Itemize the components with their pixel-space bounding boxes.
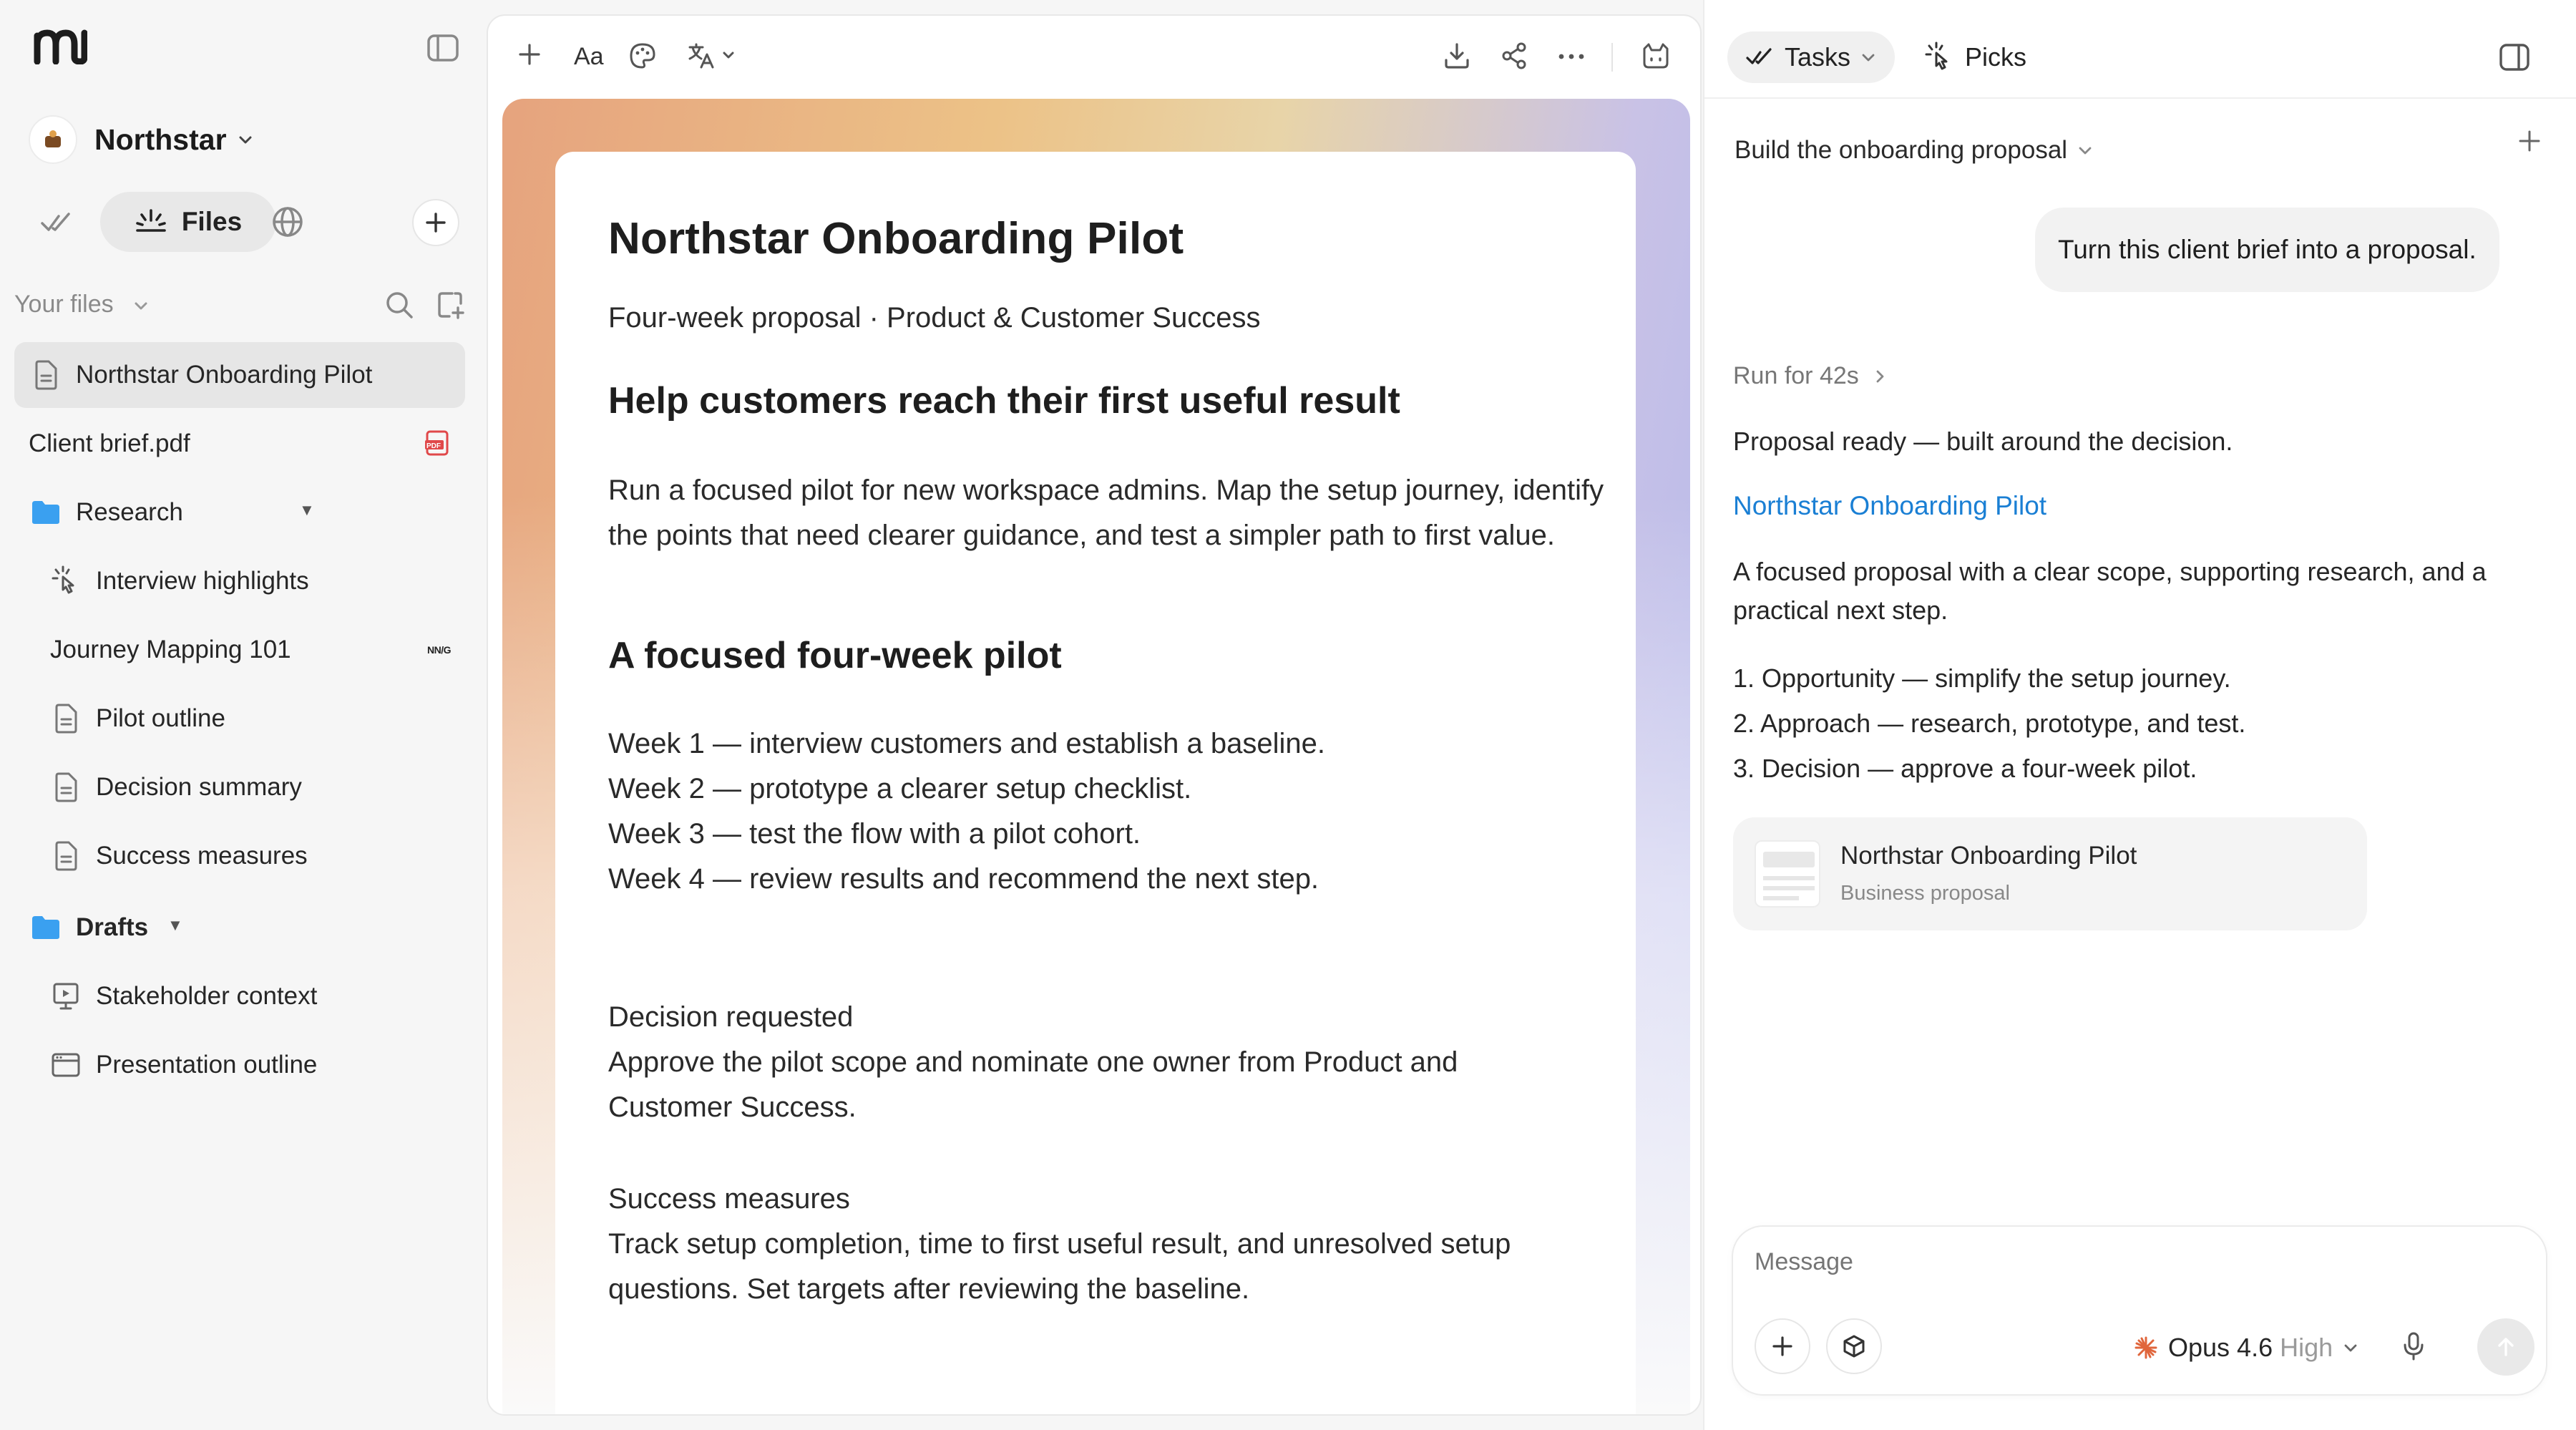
file-label: Journey Mapping 101 [50, 636, 291, 663]
file-item-client-brief[interactable] [14, 411, 465, 477]
document-toolbar [488, 16, 1700, 100]
sidebar-toggle-icon[interactable] [426, 34, 459, 62]
cube-icon [1842, 1334, 1866, 1358]
document-heading-1: Help customers reach their first useful result [608, 380, 1400, 422]
file-item-stakeholder-context[interactable] [14, 963, 465, 1029]
user-message: Turn this client brief into a proposal. [2035, 208, 2499, 292]
document-icon [50, 703, 82, 734]
list-item: 3. Decision — approve a four-week pilot. [1733, 754, 2197, 783]
plus-icon [425, 212, 447, 233]
double-check-icon [1746, 45, 1775, 69]
folder-drafts[interactable] [14, 895, 465, 960]
week-item: Week 3 — test the flow with a pilot cohort. [608, 818, 1141, 850]
panel-toggle-icon[interactable] [2499, 43, 2530, 72]
chevron-down-icon[interactable] [133, 298, 149, 313]
workspace-avatar [29, 115, 77, 164]
document-link[interactable]: Northstar Onboarding Pilot [1733, 491, 2047, 520]
search-icon[interactable] [384, 289, 415, 321]
presentation-icon [50, 981, 82, 1012]
week-item: Week 4 — review results and recommend the next step. [608, 863, 1319, 895]
file-list [14, 342, 465, 1101]
message-input[interactable] [1755, 1248, 2513, 1276]
download-icon[interactable] [1443, 42, 1471, 70]
success-section [608, 1177, 1610, 1312]
chevron-down-icon [1860, 49, 1876, 65]
file-item-presentation-outline[interactable] [14, 1032, 465, 1098]
document-heading-2: A focused four-week pilot [608, 635, 1062, 676]
assistant-response-line: Proposal ready — built around the decision. [1733, 427, 2233, 456]
file-item-journey-mapping[interactable] [14, 617, 465, 683]
tab-files-label: Files [181, 207, 243, 236]
document-subtitle: Four-week proposal · Product & Customer Success [608, 302, 1261, 334]
success-label: Success measures [608, 1183, 850, 1215]
more-icon[interactable] [1557, 53, 1586, 60]
chevron-down-icon [237, 131, 254, 148]
file-label: Interview highlights [96, 567, 309, 595]
message-composer [1732, 1225, 2547, 1396]
file-item-northstar-onboarding-pilot[interactable] [14, 342, 465, 408]
file-label: Presentation outline [96, 1051, 318, 1079]
sidebar-tabs [33, 192, 462, 252]
workspace-name: Northstar [94, 122, 227, 156]
document-thumbnail [1755, 840, 1820, 908]
add-button[interactable] [412, 199, 459, 246]
run-duration: Run for 42s [1733, 362, 1859, 389]
chevron-right-icon [1872, 369, 1888, 384]
list-item: 2. Approach — research, prototype, and test. [1733, 709, 2246, 738]
tools-button[interactable] [1826, 1318, 1882, 1374]
palette-icon[interactable] [628, 42, 657, 70]
response-list [1733, 656, 2534, 791]
document-icon [50, 840, 82, 872]
model-level: High [2280, 1333, 2333, 1362]
your-files-label[interactable]: Your files [14, 291, 114, 318]
globe-icon[interactable] [270, 205, 305, 239]
folder-icon [30, 912, 62, 943]
file-item-decision-summary[interactable] [14, 754, 465, 820]
assistant-icon[interactable] [1640, 42, 1672, 70]
file-item-interview-highlights[interactable] [14, 548, 465, 614]
run-details[interactable] [1733, 362, 1888, 390]
chevron-down-icon [2077, 142, 2093, 158]
arrow-up-icon [2495, 1336, 2517, 1358]
double-check-icon[interactable] [40, 208, 73, 236]
list-item: 1. Opportunity — simplify the setup journey. [1733, 663, 2231, 693]
success-text: Track setup completion, time to first useful result, and unresolved setup questions. Set targets after reviewing the baseline. [608, 1228, 1511, 1305]
file-label: Pilot outline [96, 704, 225, 732]
spark-icon [2134, 1336, 2158, 1360]
model-selector[interactable] [2134, 1333, 2358, 1363]
pointer-click-icon [1923, 42, 1955, 73]
caret-down-icon[interactable]: ▼ [167, 916, 183, 934]
plus-icon[interactable] [517, 42, 542, 67]
tab-files[interactable] [100, 192, 276, 252]
document-pane [487, 14, 1702, 1416]
document-page[interactable] [555, 152, 1636, 1416]
send-button[interactable] [2477, 1318, 2534, 1376]
folder-label: Research [76, 498, 183, 526]
file-label: Success measures [96, 842, 308, 870]
chat-pane [1703, 0, 2576, 1430]
app-logo-icon[interactable] [33, 29, 87, 64]
folder-icon [30, 497, 62, 528]
new-thread-icon[interactable] [2517, 129, 2542, 153]
caret-down-icon[interactable]: ▼ [299, 501, 315, 519]
sparkle-lines-icon [135, 208, 167, 236]
decision-section [608, 995, 1610, 1130]
attachment-card[interactable] [1733, 817, 2367, 930]
thread-title: Build the onboarding proposal [1735, 136, 2068, 164]
workspace-switcher[interactable] [29, 115, 254, 165]
file-label: Decision summary [96, 773, 302, 801]
sidebar [0, 0, 487, 1430]
tab-picks[interactable] [1923, 42, 2026, 73]
tab-tasks-label: Tasks [1785, 42, 1851, 72]
new-file-icon[interactable] [435, 289, 467, 321]
microphone-icon[interactable] [2401, 1331, 2426, 1361]
svg-text:PDF: PDF [426, 442, 441, 450]
nng-badge: NN/G [427, 644, 451, 656]
tab-tasks[interactable] [1727, 31, 1895, 83]
file-label: Client brief.pdf [29, 429, 190, 457]
attach-button[interactable] [1755, 1318, 1810, 1374]
chat-tabs [1727, 31, 2026, 83]
toolbar-divider [1611, 43, 1613, 72]
folder-label: Drafts [76, 913, 149, 941]
assistant-response-paragraph: A focused proposal with a clear scope, supporting research, and a practical next step. [1733, 557, 2487, 625]
share-icon[interactable] [1500, 42, 1528, 70]
model-name: Opus 4.6 [2168, 1333, 2273, 1362]
file-item-success-measures[interactable] [14, 823, 465, 889]
file-item-pilot-outline[interactable] [14, 686, 465, 752]
thread-selector[interactable] [1735, 136, 2093, 165]
your-files-header [14, 286, 472, 326]
document-paragraph-1: Run a focused pilot for new workspace admins. Map the setup journey, identify the points that need clearer guidance, and test a simpler path to first value. [608, 475, 1604, 551]
file-label: Stakeholder context [96, 982, 318, 1010]
folder-research[interactable] [14, 480, 465, 545]
document-canvas [502, 99, 1690, 1416]
document-icon [30, 359, 62, 391]
attachment-subtitle: Business proposal [1840, 882, 2010, 905]
pointer-click-icon [50, 565, 82, 597]
file-label: Northstar Onboarding Pilot [76, 361, 373, 389]
decision-label: Decision requested [608, 1001, 854, 1033]
pdf-icon [424, 429, 451, 457]
font-button[interactable]: Aa [574, 43, 604, 70]
chat-divider [1704, 97, 2576, 99]
translate-icon[interactable] [687, 42, 738, 70]
decision-text: Approve the pilot scope and nominate one owner from Product and Customer Success. [608, 1046, 1458, 1123]
week-list [608, 721, 1610, 902]
week-item: Week 1 — interview customers and establish a baseline. [608, 728, 1325, 759]
plus-icon [1772, 1336, 1793, 1357]
document-title: Northstar Onboarding Pilot [608, 214, 1184, 263]
document-icon [50, 772, 82, 803]
attachment-title: Northstar Onboarding Pilot [1840, 842, 2137, 870]
browser-window-icon [50, 1049, 82, 1081]
tab-picks-label: Picks [1965, 42, 2027, 72]
chevron-down-icon [2343, 1340, 2358, 1356]
week-item: Week 2 — prototype a clearer setup checklist. [608, 773, 1192, 804]
